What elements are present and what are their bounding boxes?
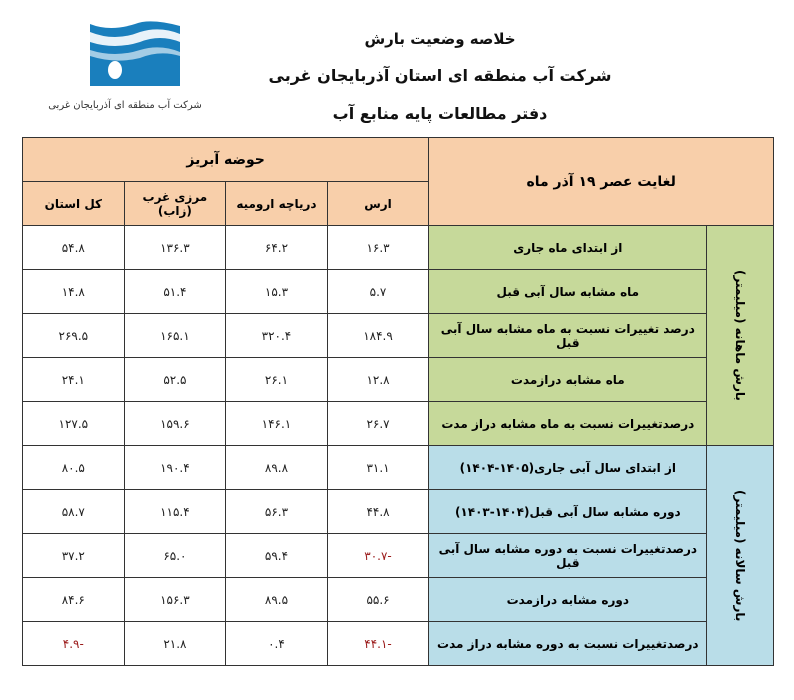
row-label: دوره مشابه سال آبی قبل(۱۴۰۴-۱۴۰۳) [429, 490, 707, 534]
value-cell: ۲۶.۷ [327, 402, 429, 446]
value-cell: ۵۲.۵ [124, 358, 226, 402]
value-cell: ۲۱.۸ [124, 622, 226, 666]
table-row [23, 358, 774, 402]
value-cell: ۸۴.۶ [23, 578, 125, 622]
group-label: بارش ماهانه (میلیمتر) [707, 226, 774, 446]
value-cell: ۱۶.۳ [327, 226, 429, 270]
company-name: شرکت آب منطقه ای استان آذربایجان غربی [268, 66, 612, 85]
column-header: ارس [327, 182, 429, 226]
value-cell: ۵۵.۶ [327, 578, 429, 622]
table-row [23, 578, 774, 622]
value-cell: ۵.۷ [327, 270, 429, 314]
value-cell: -۴.۹ [23, 622, 125, 666]
value-cell: ۸۹.۵ [226, 578, 328, 622]
value-cell: ۶۵.۰ [124, 534, 226, 578]
value-cell: ۰.۴ [226, 622, 328, 666]
value-cell: ۲۶.۱ [226, 358, 328, 402]
value-cell: ۲۶۹.۵ [23, 314, 125, 358]
date-header: لغایت عصر ۱۹ آذر ماه [429, 138, 774, 226]
row-label: ماه مشابه سال آبی قبل [429, 270, 707, 314]
row-label: درصدتغییرات نسبت به دوره مشابه دراز مدت [429, 622, 707, 666]
table-row [23, 622, 774, 666]
report-title: خلاصه وضعیت بارش [364, 30, 516, 48]
row-label: از ابتدای سال آبی جاری(۱۴۰۵-۱۴۰۴) [429, 446, 707, 490]
value-cell: ۱۴.۸ [23, 270, 125, 314]
value-cell: ۱۵۹.۶ [124, 402, 226, 446]
column-header: مرزی غرب (زاب) [124, 182, 226, 226]
value-cell: ۵۶.۳ [226, 490, 328, 534]
office-name: دفتر مطالعات پایه منابع آب [332, 104, 548, 123]
column-header: کل استان [23, 182, 125, 226]
value-cell: ۱۵.۳ [226, 270, 328, 314]
value-cell: ۱۸۴.۹ [327, 314, 429, 358]
value-cell: ۱۳۶.۳ [124, 226, 226, 270]
value-cell: ۳۱.۱ [327, 446, 429, 490]
row-label: از ابتدای ماه جاری [429, 226, 707, 270]
value-cell: ۳۷.۲ [23, 534, 125, 578]
value-cell: ۲۴.۱ [23, 358, 125, 402]
value-cell: ۶۴.۲ [226, 226, 328, 270]
value-cell: ۱۲۷.۵ [23, 402, 125, 446]
value-cell: -۳۰.۷ [327, 534, 429, 578]
precipitation-table [22, 137, 774, 666]
value-cell: ۵۹.۴ [226, 534, 328, 578]
group-label: بارش سالانه (میلیمتر) [707, 446, 774, 666]
table-row [23, 534, 774, 578]
table-row [23, 270, 774, 314]
column-header: دریاچه ارومیه [226, 182, 328, 226]
row-label: دوره مشابه درازمدت [429, 578, 707, 622]
value-cell: ۳۲۰.۴ [226, 314, 328, 358]
logo-caption: شرکت آب منطقه ای آذربایجان غربی [48, 100, 202, 111]
company-logo [90, 18, 180, 86]
value-cell: ۱۴۶.۱ [226, 402, 328, 446]
table-row [23, 226, 774, 270]
value-cell: ۸۹.۸ [226, 446, 328, 490]
value-cell: ۴۴.۸ [327, 490, 429, 534]
table-row [23, 314, 774, 358]
value-cell: ۵۴.۸ [23, 226, 125, 270]
value-cell: ۱۹۰.۴ [124, 446, 226, 490]
value-cell: ۸۰.۵ [23, 446, 125, 490]
row-label: درصد تغییرات نسبت به ماه مشابه سال آبی قبل [429, 314, 707, 358]
row-label: ماه مشابه درازمدت [429, 358, 707, 402]
value-cell: ۱۱۵.۴ [124, 490, 226, 534]
value-cell: -۴۴.۱ [327, 622, 429, 666]
row-label: درصدتغییرات نسبت به دوره مشابه سال آبی قبل [429, 534, 707, 578]
table-row [23, 402, 774, 446]
value-cell: ۱۲.۸ [327, 358, 429, 402]
value-cell: ۵۱.۴ [124, 270, 226, 314]
row-label: درصدتغییرات نسبت به ماه مشابه دراز مدت [429, 402, 707, 446]
basin-header: حوضه آبریز [23, 138, 429, 182]
table-row [23, 446, 774, 490]
value-cell: ۱۶۵.۱ [124, 314, 226, 358]
table-row [23, 490, 774, 534]
value-cell: ۱۵۶.۳ [124, 578, 226, 622]
value-cell: ۵۸.۷ [23, 490, 125, 534]
